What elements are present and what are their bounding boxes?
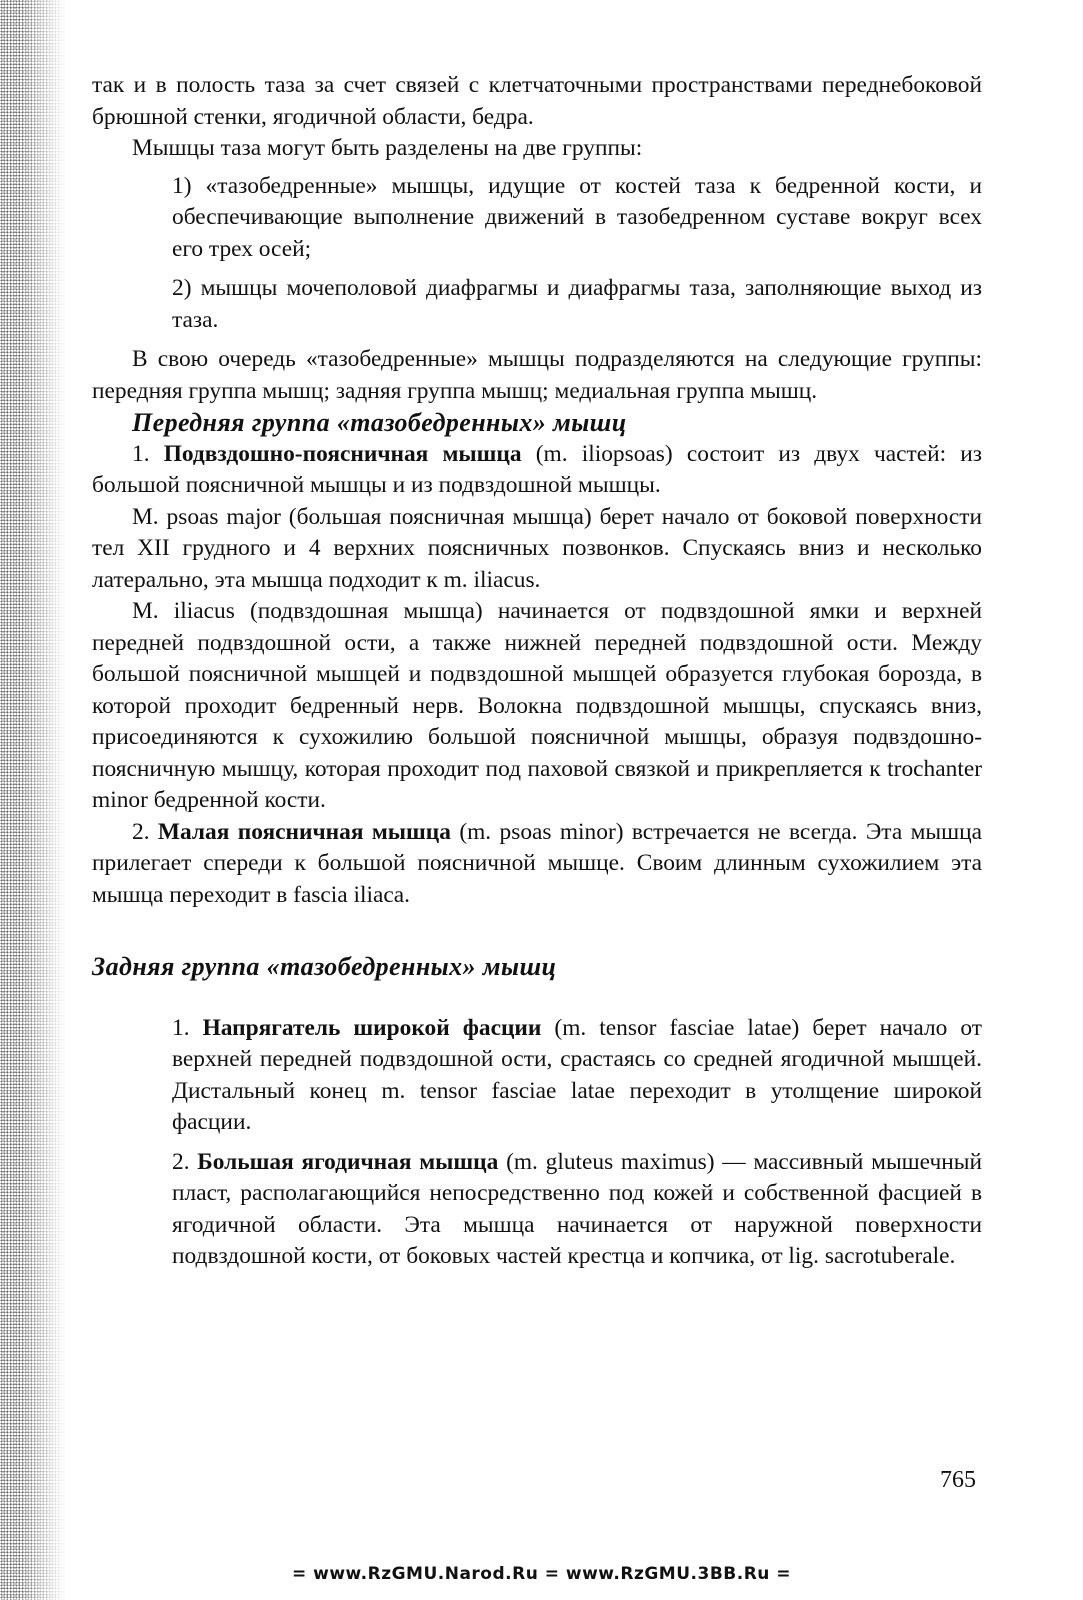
item-number: 2. bbox=[132, 818, 150, 845]
watermark-footer: = www.RzGMU.Narod.Ru = www.RzGMU.3BB.Ru = bbox=[291, 1564, 792, 1584]
item-iliopsoas bbox=[92, 439, 982, 502]
item-text: (m. gluteus maximus) — массивный мышечный пласт, располагающийся непосредственно под кожей и собственной фасцией в ягодичной области. Эта мышца начинается от наружной поверхности подвздошной кости, от боковых частей крестца и копчика, от lig. sacrotuberale. bbox=[172, 1148, 982, 1269]
paragraph-iliacus: M. iliacus (подвздошная мышца) начинается от подвздошной ямки и верхней передней подвздошной ости, а также нижней передней подвздошной ости. Между большой поясничной мышцей и подвздошной мышцей образуется глубокая борозда, в которой проходит бедренный нерв. Волокна подвздошной мышцы, спускаясь вниз, присоединяются к сухожилию большой поясничной мышцы, образуя подвздошно-поясничную мышцу, которая проходит под паховой связкой и прикрепляется к trochanter minor бедренной кости. bbox=[92, 598, 982, 813]
term-tensor-fasciae-latae: Напрягатель широкой фасции bbox=[202, 1014, 542, 1041]
term-gluteus-maximus: Большая ягодичная мышца bbox=[197, 1148, 499, 1175]
page-body bbox=[92, 70, 982, 1281]
item-number: 2. bbox=[172, 1148, 190, 1175]
posterior-muscle-list bbox=[92, 1013, 982, 1273]
paragraph-intro-continuation: так и в полость таза за счет связей с клетчаточными пространствами переднебоковой брюшной стенки, ягодичной области, бедра. bbox=[92, 72, 982, 130]
list-item-hip-muscles: 1) «тазобедренные» мышцы, идущие от костей таза к бедренной кости, и обеспечивающие выполнение движений в тазобедренном суставе вокруг всех его трех осей; bbox=[172, 172, 982, 262]
page-number: 765 bbox=[940, 1467, 976, 1493]
item-psoas-minor bbox=[92, 817, 982, 912]
term-iliopsoas: Подвздошно-поясничная мышца bbox=[163, 440, 522, 467]
item-text: (m. iliopsoas) состоит из двух частей: из большой поясничной мышцы и из подвздошной мышцы. bbox=[92, 440, 982, 498]
term-psoas-minor: Малая поясничная мышца bbox=[157, 818, 451, 845]
book-spine-shadow bbox=[0, 0, 66, 1600]
item-gluteus-maximus bbox=[172, 1147, 982, 1273]
item-number: 1. bbox=[172, 1014, 190, 1041]
heading-posterior-group: Задняя группа «тазобедренных» мышц bbox=[92, 952, 557, 981]
paragraph-muscle-groups: Мышцы таза могут быть разделены на две группы: bbox=[132, 135, 643, 161]
item-tensor-fasciae-latae bbox=[172, 1013, 982, 1139]
paragraph-psoas-major: M. psoas major (большая поясничная мышца) берет начало от боковой поверхности тел XII грудного и 4 верхних поясничных позвонков. Спускаясь вниз и несколько латерально, эта мышца подходит к m. iliacus. bbox=[92, 503, 982, 593]
heading-anterior-group: Передняя группа «тазобедренных» мышц bbox=[132, 408, 627, 437]
paragraph-hip-subgroups: В свою очередь «тазобедренные» мышцы подразделяются на следующие группы: передняя группа мышц; задняя группа мышц; медиальная группа мышц. bbox=[92, 346, 982, 404]
item-number: 1. bbox=[132, 440, 150, 467]
list-item-diaphragm-muscles: 2) мышцы мочеполовой диафрагмы и диафрагмы таза, заполняющие выход из таза. bbox=[172, 275, 982, 333]
item-text: (m. psoas minor) встречается не всегда. Эта мышца прилегает спереди к большой поясничной мышце. Своим длинным сухожилием эта мышца переходит в fascia iliaca. bbox=[92, 818, 982, 908]
muscle-group-list bbox=[92, 171, 982, 337]
item-text: (m. tensor fasciae latae) берет начало от верхней передней подвздошной ости, срастаясь со средней ягодичной мышцей. Дистальный конец m. tensor fasciae latae переходит в утолщение широкой фасции. bbox=[172, 1014, 982, 1135]
